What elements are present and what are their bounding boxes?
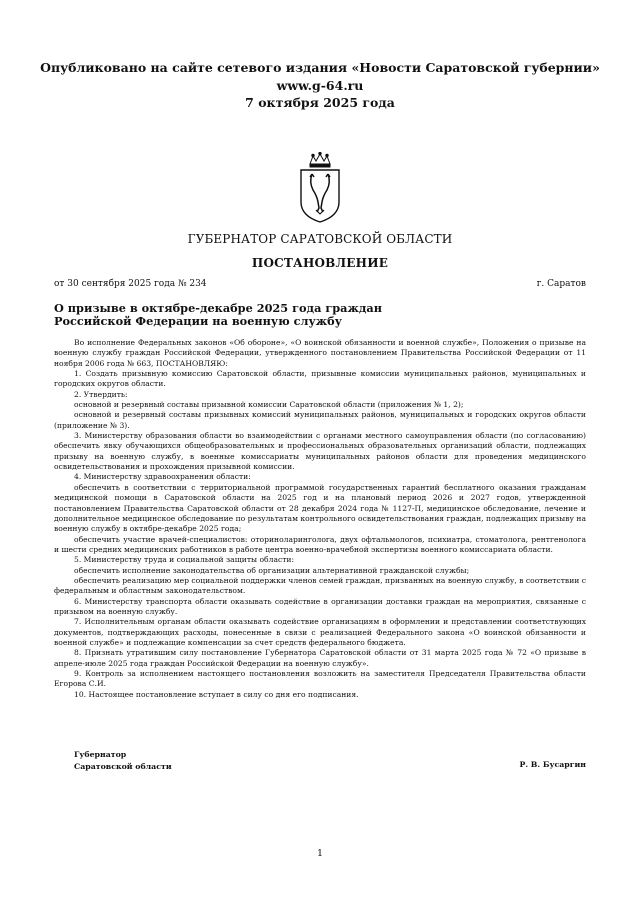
paragraph-4: 4. Министерству здравоохранения области: (74, 472, 251, 482)
date-and-number: от 30 сентября 2025 года № 234 (54, 279, 207, 289)
city: г. Саратов (536, 279, 586, 289)
paragraph-5: 5. Министерству труда и социальной защиты области: (74, 555, 295, 565)
paragraph-2-item-2: основной и резервный составы призывных комиссий муниципальных районов, муниципальных и городских округов области (приложение № 3). (54, 410, 586, 430)
paragraph-6: 6. Министерству транспорта области оказывать содействие в организации доставки граждан на мероприятия, связанные с призывом на военную службу. (54, 596, 586, 616)
publication-notice (40, 59, 600, 112)
title-line-1: О призыве в октябре-декабре 2025 года граждан (54, 301, 382, 315)
paragraph-8: 8. Признать утратившим силу постановление Губернатора Саратовской области от 31 марта 2025 года № 72 «О призыве в апреле-июле 2025 года граждан Российской Федерации на военную службу». (54, 648, 586, 668)
paragraph-4-item-2: обеспечить участие врачей-специалистов: оториноларинголога, двух офтальмологов, психиатра, стоматолога, рентгенолога и шести средних медицинских работников в работе центра военно-врачебной экспертизы военного комиссариата области. (54, 534, 586, 554)
paragraph-5-item-1: обеспечить исполнение законодательства об организации альтернативной гражданской службы; (74, 565, 470, 575)
paragraph-5-item-2: обеспечить реализацию мер социальной поддержки членов семей граждан, призванных на военную службу, в соответствии с федеральным и областным законодательством. (54, 575, 586, 596)
publication-site: www.g-64.ru (276, 77, 364, 93)
title-line-2: Российской Федерации на военную службу (54, 314, 342, 328)
signatory-position-line-1: Губернатор (74, 750, 127, 759)
document-title (54, 302, 454, 328)
paragraph-2: 2. Утвердить: (74, 389, 128, 399)
saratov-coat-of-arms-icon (297, 152, 343, 224)
page-number: 1 (316, 848, 324, 859)
paragraph-1: 1. Создать призывную комиссию Саратовской области, призывные комиссии муниципальных районов, муниципальных и городских округов области. (54, 369, 586, 389)
publication-line-1: Опубликовано на сайте сетевого издания «Новости Саратовской губернии» (40, 60, 600, 75)
publication-date: 7 октября 2025 года (245, 95, 395, 110)
signatory-position (74, 749, 172, 772)
signatory-name: Р. В. Бусаргин (519, 760, 586, 769)
document-type: ПОСТАНОВЛЕНИЕ (251, 256, 389, 270)
paragraph-10: 10. Настоящее постановление вступает в силу со дня его подписания. (74, 689, 359, 699)
paragraph-7: 7. Исполнительным органам области оказывать содействие организациям в оформлении и представлении соответствующих документов, подтверждающих расходы, понесенные в связи с реализацией Федерального закона «О воинской обязанности и военной службе» и подлежащие компенсации за счет средств федерального бюджета. (54, 617, 586, 647)
document-body (54, 338, 586, 700)
paragraph-4-item-1: обеспечить в соответствии с территориальной программой государственных гарантий бесплатного оказания гражданам медицинской помощи в Саратовской области на 2025 год и на плановый период 2026 и 2027 годов, утвержденной постановлением Правительства Саратовской области от 28 декабря 2024 года № 1127-П, медицинское обследование, лечение и дополнительное медицинское обследование по результатам контрольного освидетельствования граждан, подлежащих призыву на военную службу в октябре-декабре 2025 года; (54, 482, 586, 534)
signatory-position-line-2: Саратовской области (74, 761, 172, 771)
paragraph-2-item-1: основной и резервный составы призывной комиссии Саратовской области (приложения № 1, 2); (74, 400, 464, 410)
issuing-authority: ГУБЕРНАТОР САРАТОВСКОЙ ОБЛАСТИ (187, 232, 453, 246)
paragraph-3: 3. Министерству образования области во взаимодействии с органами местного самоуправления области (по согласованию) обеспечить явку обучающихся общеобразовательных и профессиональных образовательных организаций области, подлежащих призыву на военную службу, в военные комиссариаты муниципальных районов области для проведения медицинского освидетельствования и прохождения призывной комиссии. (54, 431, 586, 472)
paragraph-9: 9. Контроль за исполнением настоящего постановления возложить на заместителя Председателя Правительства области Егорова С.И. (54, 669, 586, 689)
paragraph-preamble: Во исполнение Федеральных законов «Об обороне», «О воинской обязанности и военной службе», Положения о призыве на военную службу граждан Российской Федерации, утвержденного постановлением Правительства Российской Федерации от 11 ноября 2006 года № 663, ПОСТАНОВЛЯЮ: (54, 338, 586, 368)
